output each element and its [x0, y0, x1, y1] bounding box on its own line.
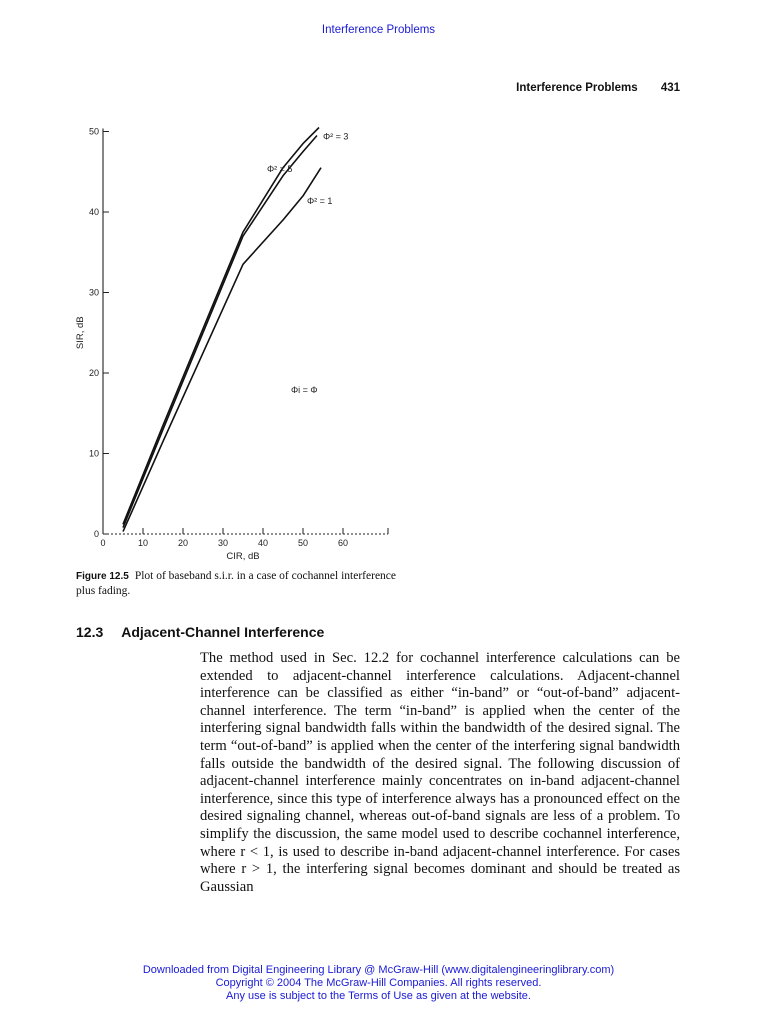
footer-download-link[interactable]: Downloaded from Digital Engineering Library @ McGraw-Hill (www.digitalengineeringlibrary.com): [142, 964, 615, 976]
series-label-phi2-1: Φ² = 1: [307, 195, 333, 206]
y-tick-label: 30: [88, 287, 99, 298]
y-tick-label: 0: [93, 529, 99, 539]
sir-vs-cir-chart: [60, 118, 405, 563]
section-number: 12.3: [76, 624, 104, 640]
x-tick-label: 40: [257, 538, 269, 548]
running-head: [516, 82, 680, 94]
y-axis-label: SIR, dB: [75, 316, 86, 350]
x-tick-label: 30: [217, 538, 229, 548]
footer: [0, 964, 757, 1003]
chart-series: [123, 128, 321, 532]
series-label-phi2-3: Φ² = 3: [323, 131, 349, 142]
body-paragraph: The method used in Sec. 12.2 for cochannel interference calculations can be extended to adjacent-channel interference calculations. Adjacent-channel interference can be classified as either “in-band” or “out-of-band” adjacent-channel interference. The term “in-band” is applied when the center of the interfering signal bandwidth falls within the bandwidth of the desired signal. The term “out-of-band” is applied when the center of the interfering signal bandwidth falls outside the bandwidth of the desired signal. The following discussion of adjacent-channel interference mainly concentrates on in-band adjacent-channel interference, since this type of interference always has a pronounced effect on the desired signaling channel, whereas out-of-band signals are less of a problem. To simplify the discussion, the same model used to describe cochannel interference, where r < 1, is used to describe in-band adjacent-channel interference. For cases where r > 1, the interfering signal becomes dominant and should be treated as Gaussian: [200, 650, 680, 895]
y-tick-label: 40: [88, 207, 99, 217]
footer-copyright: Copyright © 2004 The McGraw-Hill Companies. All rights reserved.: [215, 977, 542, 989]
figure-label: Figure 12.5: [76, 571, 129, 582]
section-title: Adjacent-Channel Interference: [121, 624, 325, 640]
x-tick-label: 60: [337, 538, 349, 548]
section-heading: [76, 624, 324, 640]
running-title: Interference Problems: [516, 82, 638, 94]
top-link[interactable]: Interference Problems: [321, 24, 436, 36]
phi-annotation: Φi = Φ: [291, 385, 318, 396]
x-axis-label: CIR, dB: [226, 551, 260, 562]
x-tick-label: 0: [100, 538, 106, 548]
y-tick-label: 50: [88, 126, 99, 137]
page-number: 431: [660, 82, 680, 94]
x-tick-label: 50: [297, 538, 309, 548]
x-tick-label: 20: [177, 538, 189, 548]
series-line-2: [123, 136, 317, 528]
series-line-3: [123, 168, 321, 532]
figure-caption-text: Plot of baseband s.i.r. in a case of cochannel interference plus fading.: [76, 570, 397, 597]
figure-caption: [76, 569, 406, 598]
y-tick-label: 20: [88, 368, 99, 378]
y-tick-label: 10: [88, 448, 99, 459]
x-tick-label: 10: [137, 538, 149, 548]
chart-ticks: [89, 127, 348, 549]
footer-terms[interactable]: Any use is subject to the Terms of Use as given at the website.: [226, 990, 531, 1002]
series-label-phi2-5: Φ² = 5: [267, 163, 293, 174]
